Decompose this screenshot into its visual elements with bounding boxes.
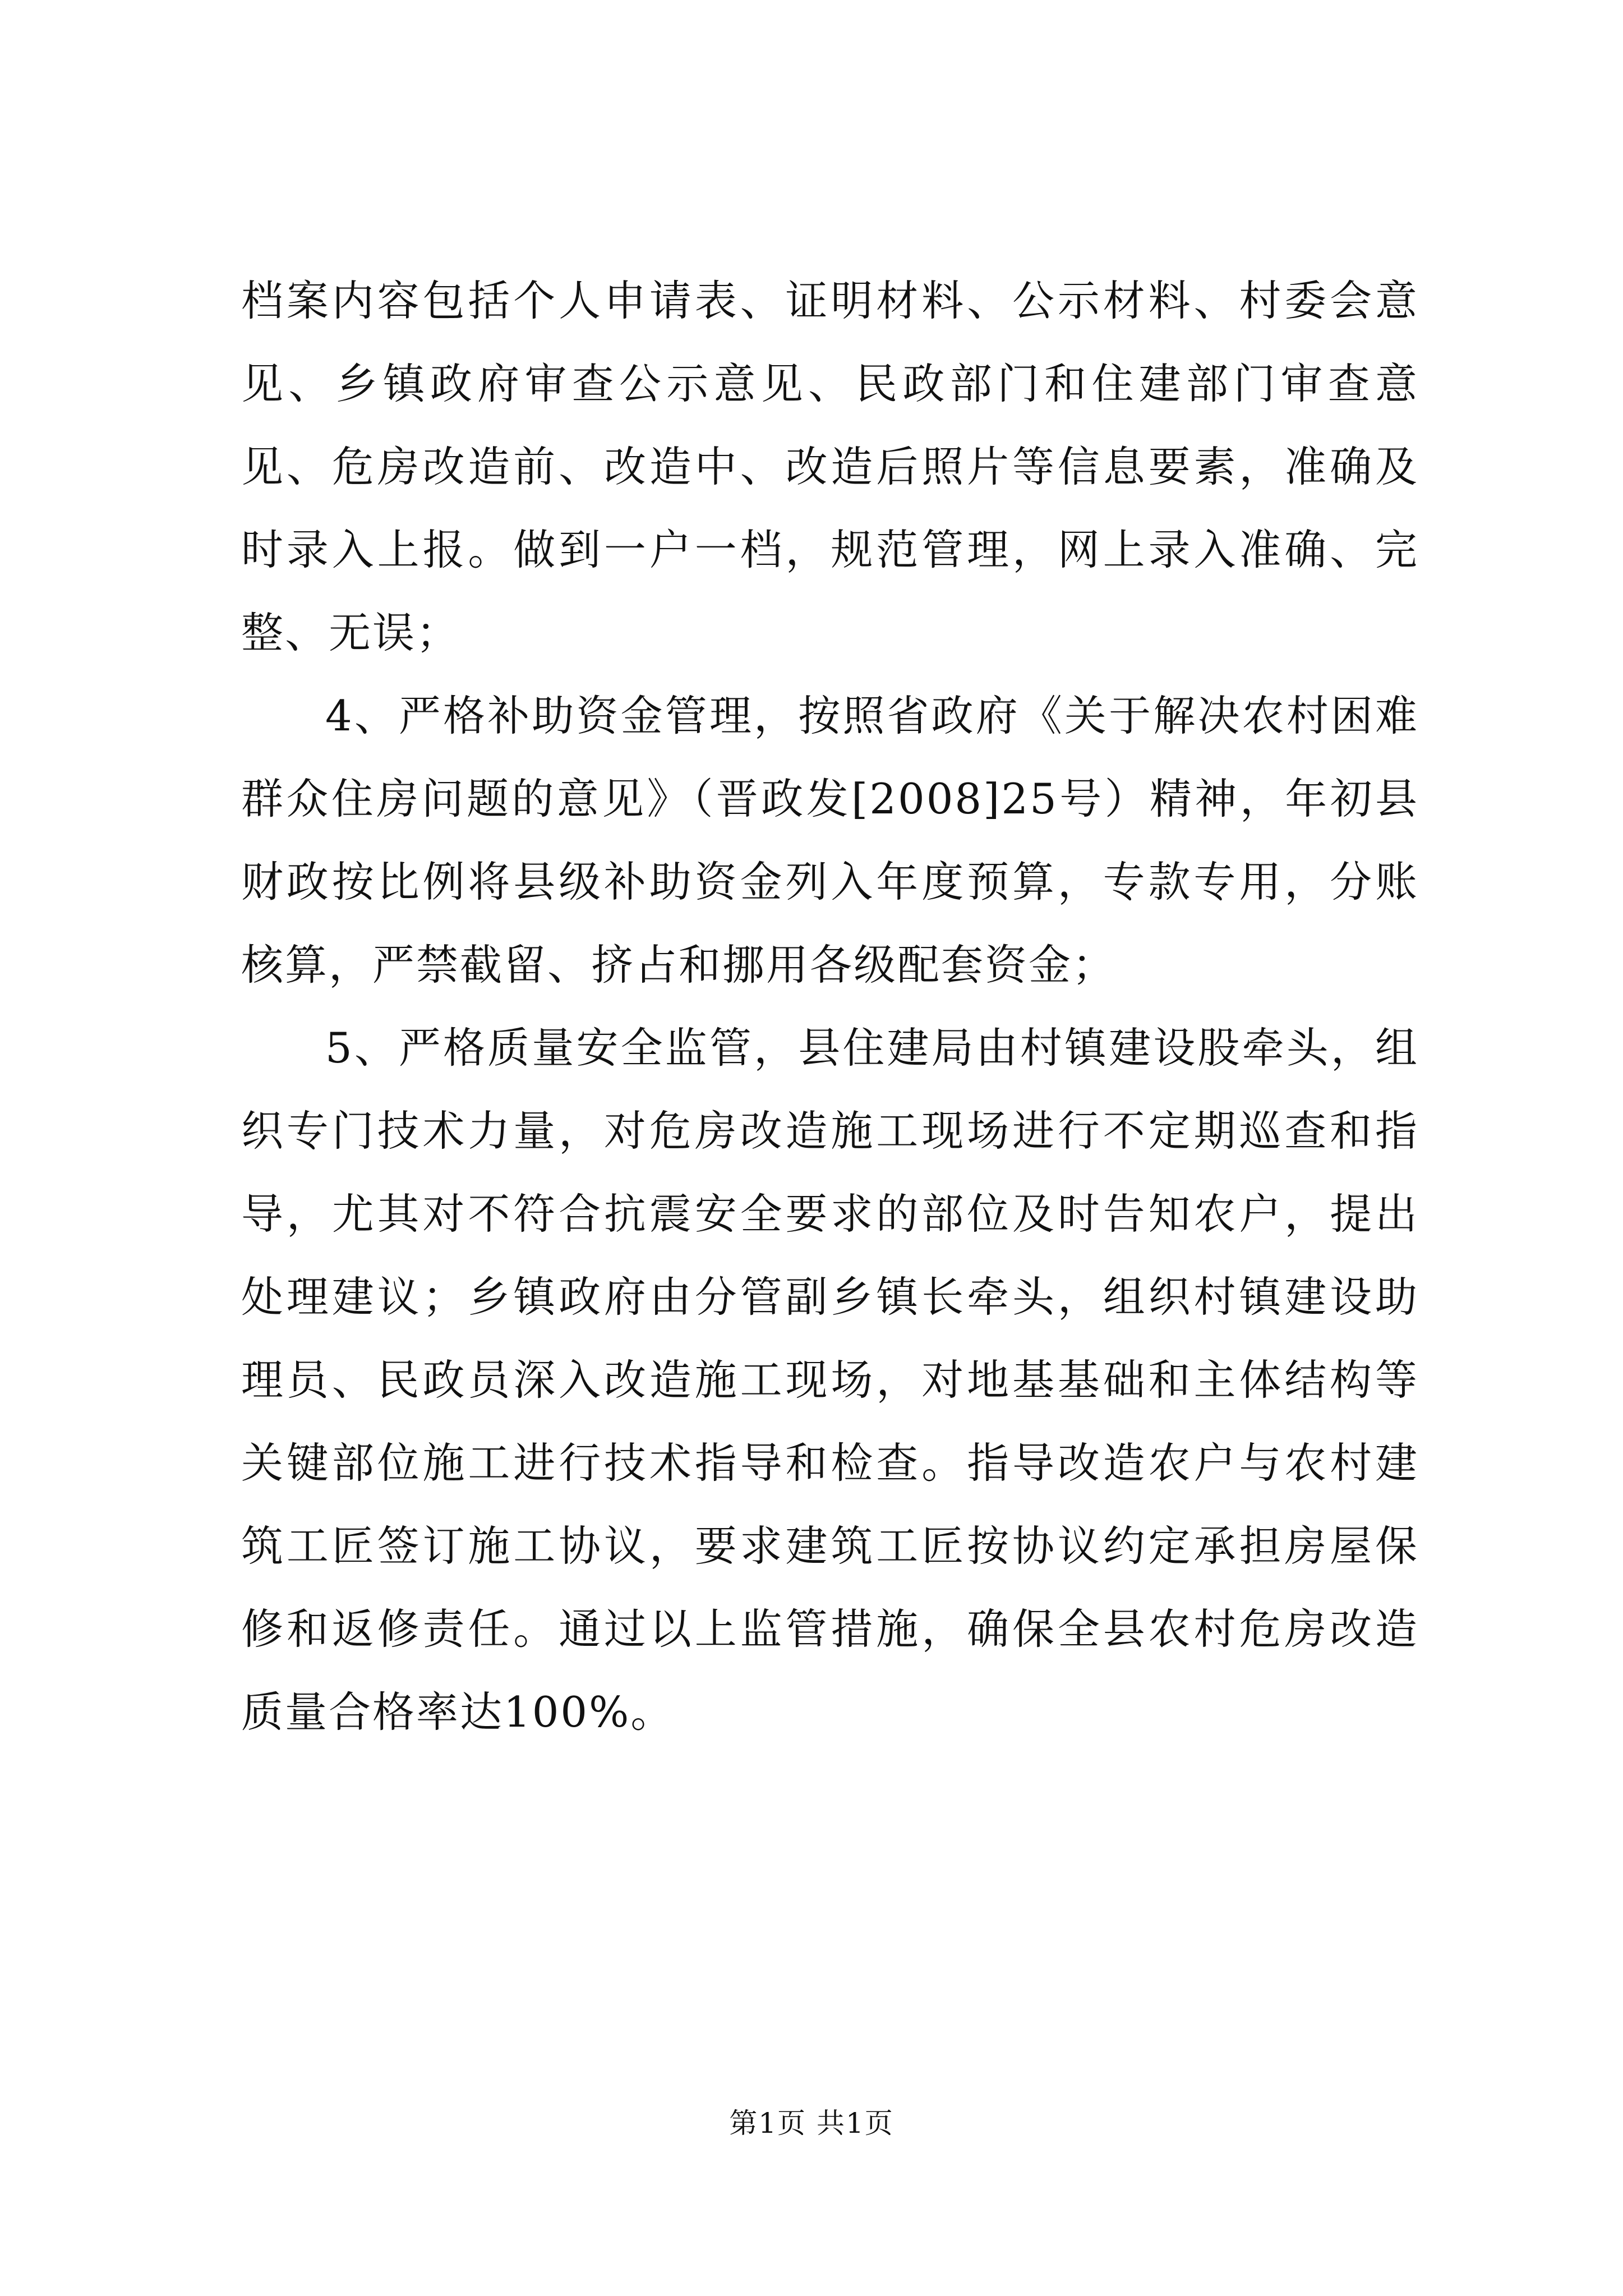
paragraph-subsidy-funds: 4、严格补助资金管理，按照省政府《关于解决农村困难群众住房问题的意见》（晋政发[2008]25号）精神，年初县财政按比例将县级补助资金列入年度预算，专款专用，分账核算，严禁截留、挤占和挪用各级配套资金； — [241, 691, 1419, 990]
page-number-footer: 第1页 共1页 — [729, 2107, 894, 2139]
paragraph-archive-content: 档案内容包括个人申请表、证明材料、公示材料、村委会意见、乡镇政府审查公示意见、民政部门和住建部门审查意见、危房改造前、改造中、改造后照片等信息要素，准确及时录入上报。做到一户一档，规范管理，网上录入准确、完整、无误； — [241, 276, 1419, 657]
paragraph-quality-safety: 5、严格质量安全监管，县住建局由村镇建设股牵头，组织专门技术力量，对危房改造施工现场进行不定期巡查和指导，尤其对不符合抗震安全要求的部位及时告知农户，提出处理建议；乡镇政府由分管副乡镇长牵头，组织村镇建设助理员、民政员深入改造施工现场，对地基基础和主体结构等关键部位施工进行技术指导和检查。指导改造农户与农村建筑工匠签订施工协议，要求建筑工匠按协议约定承担房屋保修和返修责任。通过以上监管措施，确保全县农村危房改造质量合格率达100%。 — [241, 1023, 1419, 1737]
document-body — [241, 259, 1419, 1754]
